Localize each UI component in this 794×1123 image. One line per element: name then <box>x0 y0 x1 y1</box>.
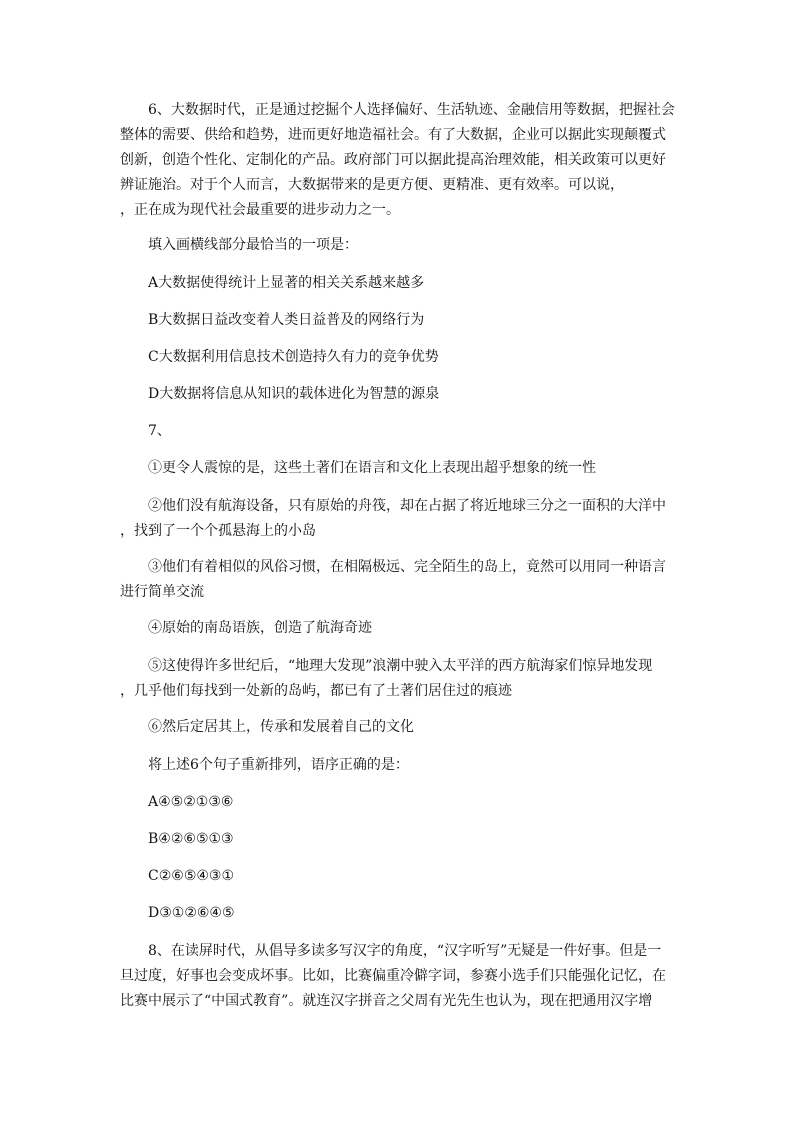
q7-option-b: B④②⑥⑤①③ <box>148 831 234 847</box>
q8-line-2: 旦过度，好事也会变成坏事。比如，比赛偏重冷僻字词，参赛小选手们只能强化记忆，在 <box>120 968 666 984</box>
q7-option-c: C②⑥⑤④③① <box>148 868 235 884</box>
q8-line-3: 比赛中展示了“中国式教育”。就连汉字拼音之父周有光先生也认为，现在把通用汉字增 <box>120 993 653 1009</box>
q6-option-d: D大数据将信息从知识的载体进化为智慧的源泉 <box>148 386 440 402</box>
q6-stem-line-2: 整体的需要、供给和趋势，进而更好地造福社会。有了大数据，企业可以据此实现颠覆式 <box>120 127 666 143</box>
q7-sentence-4: ④原始的南岛语族，创造了航海奇迹 <box>148 620 372 636</box>
q7-sentence-3-line-2: 进行简单交流 <box>120 584 204 600</box>
q6-prompt: 填入画横线部分最恰当的一项是： <box>148 237 358 253</box>
q7-sentence-6: ⑥然后定居其上，传承和发展着自己的文化 <box>148 719 414 735</box>
q6-stem-line-4: 辨证施治。对于个人而言，大数据带来的是更方便、更精准、更有效率。可以说， <box>120 177 624 193</box>
q7-sentence-2-line-1: ②他们没有航海设备，只有原始的舟筏，却在占据了将近地球三分之一面积的大洋中 <box>148 498 666 514</box>
q6-stem-line-3: 创新，创造个性化、定制化的产品。政府部门可以据此提高治理效能，相关政策可以更好 <box>120 152 666 168</box>
q8-line-1: 8、在读屏时代，从倡导多读多写汉字的角度，“汉字听写”无疑是一件好事。但是一 <box>148 943 662 959</box>
q6-stem-line-1: 6、大数据时代，正是通过挖掘个人选择偏好、生活轨迹、金融信用等数据，把握社会 <box>148 102 675 118</box>
q7-number: 7、 <box>148 423 171 439</box>
q7-prompt: 将上述6个句子重新排列，语序正确的是： <box>148 757 409 773</box>
q6-option-c: C大数据利用信息技术创造持久有力的竞争优势 <box>148 349 439 365</box>
q6-option-b: B大数据日益改变着人类日益普及的网络行为 <box>148 312 425 328</box>
q7-option-d: D③①②⑥④⑤ <box>148 905 235 921</box>
q7-sentence-1: ①更令人震惊的是，这些土著们在语言和文化上表现出超乎想象的统一性 <box>148 460 596 476</box>
q7-sentence-5-line-1: ⑤这使得许多世纪后，“地理大发现”浪潮中驶入太平洋的西方航海家们惊异地发现 <box>148 658 653 674</box>
q7-sentence-2-line-2: ，找到了一个个孤悬海上的小岛 <box>120 523 316 539</box>
q6-stem-line-5: ，正在成为现代社会最重要的进步动力之一。 <box>120 202 400 218</box>
q6-option-a: A大数据使得统计上显著的相关关系越来越多 <box>148 275 425 291</box>
q7-sentence-3-line-1: ③他们有着相似的风俗习惯，在相隔极远、完全陌生的岛上，竟然可以用同一种语言 <box>148 559 666 575</box>
q7-sentence-5-line-2: ，几乎他们每找到一处新的岛屿，都已有了土著们居住过的痕迹 <box>120 683 512 699</box>
q7-option-a: A④⑤②①③⑥ <box>148 794 234 810</box>
